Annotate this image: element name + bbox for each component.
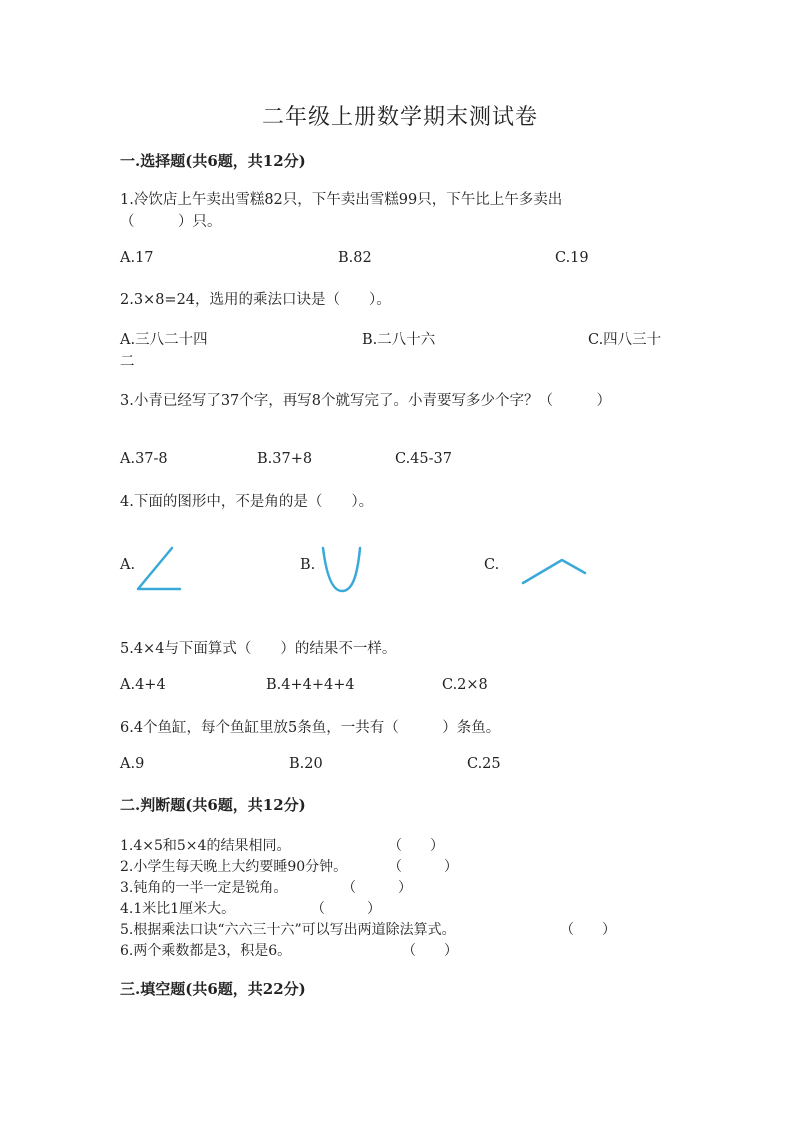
question-1-text: 1.冷饮店上午卖出雪糕82只，下午卖出雪糕99只，下午比上午多卖出 [120,192,563,208]
question-3-option-b: B.37+8 [257,451,313,467]
question-4-option-c: C. [484,557,500,573]
question-1-option-b: B.82 [338,250,372,266]
judgement-item-1: 1.4×5和5×4的结果相同。 [120,838,291,854]
section-heading-choice: 一.选择题(共6题，共12分) [120,152,306,170]
question-5-text: 5.4×4与下面算式（ ）的结果不一样。 [120,641,397,657]
angle-figure-a [135,545,185,595]
question-4-option-b: B. [300,557,316,573]
question-5-option-c: C.2×8 [442,677,488,693]
page-title: 二年级上册数学期末测试卷 [261,105,538,130]
judgement-answer-5: （ ） [560,922,616,938]
question-3-option-c: C.45-37 [395,451,452,467]
question-4-option-a: A. [120,557,136,573]
question-2-option-c: C.四八三十 [588,332,662,348]
section-heading-judgement: 二.判断题(共6题，共12分) [120,796,306,814]
question-6-option-c: C.25 [467,756,501,772]
question-6-text: 6.4个鱼缸，每个鱼缸里放5条鱼，一共有（ ）条鱼。 [120,720,501,736]
question-3-text: 3.小青已经写了37个字，再写8个就写完了。小青要写多少个字？（ ） [120,393,612,409]
question-1-text-cont: （ ）只。 [120,214,222,230]
question-4-text: 4.下面的图形中，不是角的是（ ）。 [120,494,374,510]
judgement-item-5: 5.根据乘法口诀“六六三十六”可以写出两道除法算式。 [120,922,456,938]
judgement-answer-4: （ ） [311,901,381,917]
judgement-item-4: 4.1米比1厘米大。 [120,901,236,917]
question-6-option-a: A.9 [120,756,145,772]
question-2-option-b: B.二八十六 [362,332,436,348]
judgement-item-6: 6.两个乘数都是3，积是6。 [120,943,292,959]
question-3-option-a: A.37-8 [120,451,168,467]
judgement-answer-1: （ ） [388,838,444,854]
angle-figure-c [520,557,590,587]
question-6-option-b: B.20 [289,756,323,772]
question-5-option-a: A.4+4 [120,677,166,693]
question-1-option-a: A.17 [120,250,154,266]
judgement-item-2: 2.小学生每天晚上大约要睡90分钟。 [120,859,348,875]
curve-figure-b [318,545,368,595]
judgement-item-3: 3.钝角的一半一定是锐角。 [120,880,288,896]
question-2-option-a: A.三八二十四 [120,332,208,348]
section-heading-fill-in: 三.填空题(共6题，共22分) [120,980,306,998]
question-1-option-c: C.19 [555,250,589,266]
judgement-answer-2: （ ） [388,859,458,875]
judgement-answer-6: （ ） [402,943,458,959]
judgement-answer-3: （ ） [342,880,412,896]
question-5-option-b: B.4+4+4+4 [266,677,355,693]
question-2-text: 2.3×8=24，选用的乘法口诀是（ ）。 [120,292,391,308]
question-2-option-c-wrap: 二 [120,354,135,370]
